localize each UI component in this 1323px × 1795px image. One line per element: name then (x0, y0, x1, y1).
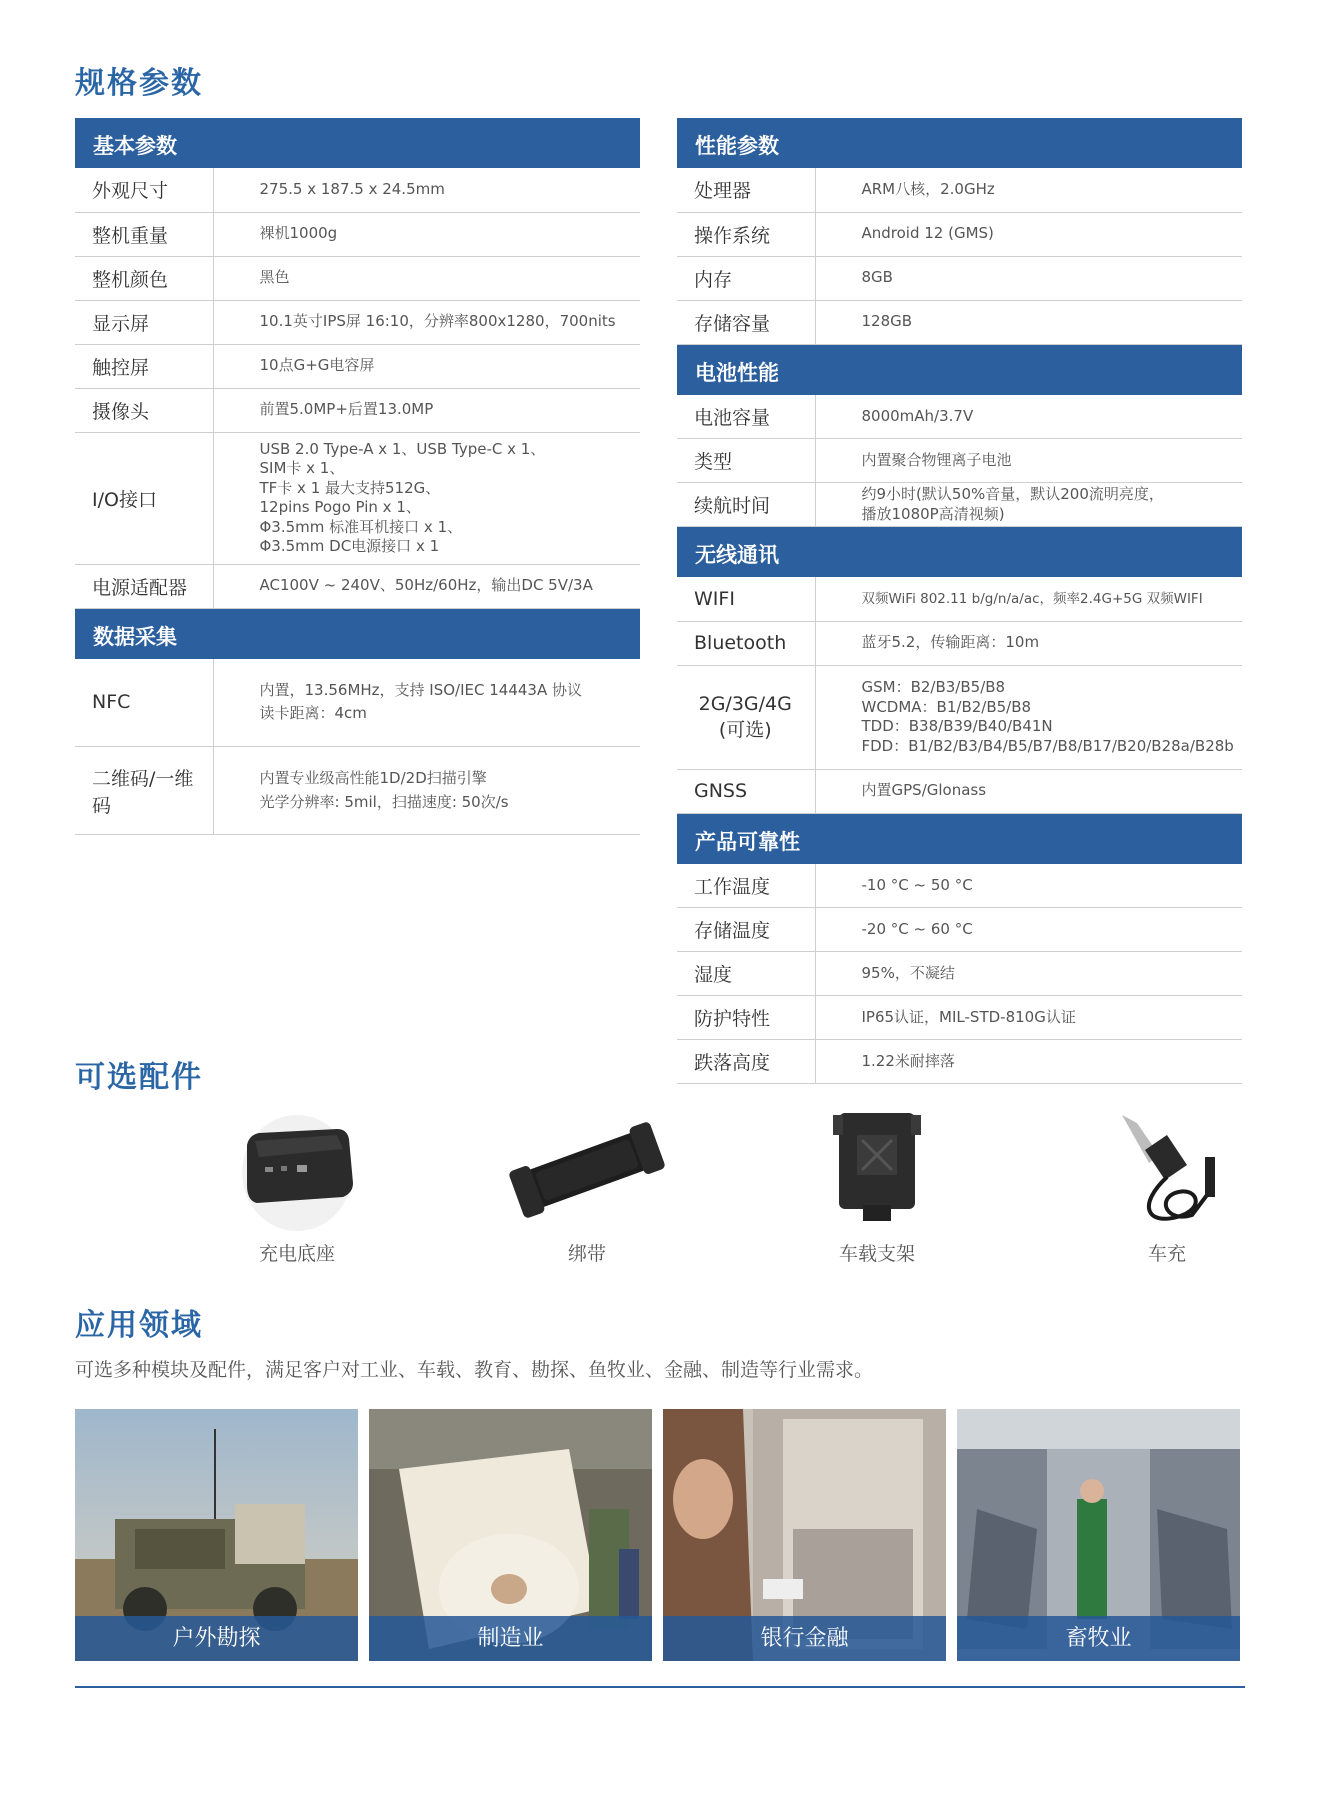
accessory-vehicle-mount (777, 1105, 977, 1266)
app-card-livestock (957, 1409, 1240, 1661)
spec-row (677, 1040, 1242, 1084)
spec-value (815, 665, 1242, 769)
accessory-strap (487, 1105, 687, 1266)
spec-value-line: TDD：B38/B39/B40/B41N (861, 717, 1053, 735)
spec-key: 续航时间 (677, 483, 815, 527)
spec-value-line: 1.22米耐摔落 (861, 1051, 955, 1070)
spec-value-line: 播放1080P高清视频) (861, 504, 1005, 523)
spec-key: NFC (75, 659, 213, 747)
app-label: 制造业 (369, 1616, 652, 1661)
spec-value-line: 内置聚合物锂离子电池 (861, 450, 1012, 469)
spec-value (815, 769, 1242, 813)
spec-value (815, 300, 1242, 344)
spec-key: 存储容量 (677, 300, 815, 344)
spec-value-line: 裸机1000g (259, 224, 338, 243)
spec-key: Bluetooth (677, 621, 815, 665)
spec-value (815, 439, 1242, 483)
spec-row (75, 300, 640, 344)
app-card-outdoor (75, 1409, 358, 1661)
spec-value (815, 996, 1242, 1040)
spec-column-right (677, 118, 1242, 1084)
spec-value-line: 10.1英寸IPS屏 16:10，分辨率800x1280，700nits (259, 312, 616, 331)
spec-key: WIFI (677, 577, 815, 621)
spec-value-line: 双频WiFi 802.11 b/g/n/a/ac，频率2.4G+5G 双频WIFI (861, 590, 1203, 607)
spec-row (677, 621, 1242, 665)
spec-value (815, 621, 1242, 665)
spec-key: 摄像头 (75, 388, 213, 432)
applications-heading: 应用领域 (75, 1308, 203, 1343)
spec-key: 工作温度 (677, 864, 815, 908)
app-label: 畜牧业 (957, 1616, 1240, 1661)
car-charger-image (1067, 1105, 1267, 1235)
performance-header: 性能参数 (677, 118, 1242, 168)
spec-row (677, 256, 1242, 300)
spec-value-line: SIM卡 x 1、 (259, 459, 345, 477)
basic-params-table (75, 168, 640, 609)
spec-value (213, 212, 640, 256)
spec-row (677, 439, 1242, 483)
spec-row (677, 168, 1242, 212)
spec-value-line: 光学分辨率: 5mil，扫描速度: 50次/s (259, 792, 509, 811)
spec-value-line: ARM八核，2.0GHz (861, 180, 995, 198)
spec-value-line: 内置，13.56MHz，支持 ISO/IEC 14443A 协议 (259, 680, 583, 699)
spec-key: 整机重量 (75, 212, 213, 256)
accessory-label: 绑带 (567, 1243, 606, 1265)
spec-value (213, 300, 640, 344)
battery-header: 电池性能 (677, 345, 1242, 395)
spec-value-line: GSM：B2/B3/B5/B8 (861, 678, 1006, 696)
spec-key: GNSS (677, 769, 815, 813)
spec-value-line: Φ3.5mm 标准耳机接口 x 1、 (259, 517, 463, 536)
accessory-label: 车充 (1147, 1243, 1186, 1265)
spec-value-line: USB 2.0 Type-A x 1、USB Type-C x 1、 (259, 439, 546, 458)
spec-value-line: 275.5 x 187.5 x 24.5mm (259, 180, 445, 198)
spec-row (677, 952, 1242, 996)
spec-value-line: TF卡 x 1 最大支持512G、 (259, 478, 441, 497)
spec-value (815, 952, 1242, 996)
spec-value-line: 128GB (861, 312, 913, 331)
accessories-heading: 可选配件 (75, 1060, 203, 1095)
spec-value-line: 95%，不凝结 (861, 963, 955, 982)
spec-value (815, 395, 1242, 439)
spec-row (677, 483, 1242, 527)
spec-row (677, 864, 1242, 908)
spec-value-line: 约9小时(默认50%音量，默认200流明亮度， (861, 485, 1164, 503)
spec-value (815, 577, 1242, 621)
spec-value-line: AC100V ~ 240V、50Hz/60Hz，输出DC 5V/3A (259, 576, 593, 595)
spec-key: 内存 (677, 256, 815, 300)
spec-key: 操作系统 (677, 212, 815, 256)
spec-key: 处理器 (677, 168, 815, 212)
spec-value (815, 212, 1242, 256)
specs-heading: 规格参数 (75, 66, 203, 101)
spec-value-line: Android 12 (GMS) (861, 224, 994, 243)
spec-row (75, 747, 640, 835)
spec-key: 整机颜色 (75, 256, 213, 300)
accessory-charging-dock (197, 1105, 397, 1266)
data-capture-header: 数据采集 (75, 609, 640, 659)
spec-value (213, 168, 640, 212)
wireless-table (677, 577, 1242, 814)
spec-key: 2G/3G/4G (可选) (677, 665, 815, 769)
spec-row (677, 212, 1242, 256)
spec-key: 存储温度 (677, 908, 815, 952)
spec-value-line: 黑色 (259, 268, 290, 287)
spec-value-line: 内置专业级高性能1D/2D扫描引擎 (259, 769, 487, 787)
spec-value-line: 读卡距离：4cm (259, 704, 367, 723)
wireless-header: 无线通讯 (677, 527, 1242, 577)
spec-value-line: Φ3.5mm DC电源接口 x 1 (259, 537, 440, 555)
spec-row (677, 665, 1242, 769)
spec-value (213, 388, 640, 432)
spec-row (75, 212, 640, 256)
spec-key: 电源适配器 (75, 564, 213, 608)
spec-value (815, 168, 1242, 212)
accessory-label: 充电底座 (258, 1243, 335, 1265)
spec-value-line: WCDMA：B1/B2/B5/B8 (861, 697, 1032, 716)
spec-row (677, 769, 1242, 813)
spec-value (815, 483, 1242, 527)
spec-row (75, 256, 640, 300)
spec-value-line: IP65认证，MIL-STD-810G认证 (861, 1007, 1076, 1026)
spec-row (677, 577, 1242, 621)
spec-value (213, 432, 640, 564)
spec-key: 二维码/一维码 (75, 747, 213, 835)
spec-value-line: 前置5.0MP+后置13.0MP (259, 400, 434, 419)
reliability-table (677, 864, 1242, 1085)
battery-table (677, 395, 1242, 528)
spec-row (75, 432, 640, 564)
spec-value (213, 747, 640, 835)
spec-row (75, 168, 640, 212)
spec-value-line: 8GB (861, 268, 893, 287)
performance-table (677, 168, 1242, 345)
spec-value (815, 1040, 1242, 1084)
spec-value (815, 908, 1242, 952)
spec-key: 显示屏 (75, 300, 213, 344)
spec-value (815, 864, 1242, 908)
spec-value-line: -10 °C ~ 50 °C (861, 875, 973, 894)
spec-key: 类型 (677, 439, 815, 483)
spec-row (75, 344, 640, 388)
spec-column-left (75, 118, 640, 835)
spec-row (677, 908, 1242, 952)
spec-value-line: -20 °C ~ 60 °C (861, 919, 973, 938)
app-label: 户外勘探 (75, 1616, 358, 1661)
spec-key: 电池容量 (677, 395, 815, 439)
spec-value-line: FDD：B1/B2/B3/B4/B5/B7/B8/B17/B20/B28a/B28b (861, 736, 1234, 755)
bottom-divider (75, 1686, 1245, 1688)
spec-value (213, 564, 640, 608)
spec-key: 触控屏 (75, 344, 213, 388)
strap-image (487, 1105, 687, 1235)
spec-value (213, 659, 640, 747)
spec-key: 外观尺寸 (75, 168, 213, 212)
spec-value-line: 12pins Pogo Pin x 1、 (259, 498, 421, 516)
spec-key: I/O接口 (75, 432, 213, 564)
spec-row (75, 659, 640, 747)
accessory-car-charger (1067, 1105, 1267, 1266)
spec-row (677, 395, 1242, 439)
accessories-row (75, 1105, 1245, 1265)
spec-value (213, 256, 640, 300)
spec-value-line: 蓝牙5.2，传输距离：10m (861, 633, 1040, 652)
spec-row (75, 388, 640, 432)
charging-dock-image (197, 1105, 397, 1235)
spec-key: 湿度 (677, 952, 815, 996)
spec-row (677, 996, 1242, 1040)
spec-value (815, 256, 1242, 300)
spec-value-line: 内置GPS/Glonass (861, 781, 987, 800)
accessory-label: 车载支架 (838, 1243, 915, 1265)
app-label: 银行金融 (663, 1616, 946, 1661)
reliability-header: 产品可靠性 (677, 814, 1242, 864)
spec-row (75, 564, 640, 608)
spec-value (213, 344, 640, 388)
applications-intro: 可选多种模块及配件，满足客户对工业、车载、教育、勘探、鱼牧业、金融、制造等行业需求。 (75, 1359, 874, 1381)
data-capture-table (75, 659, 640, 836)
spec-value-line: 8000mAh/3.7V (861, 406, 974, 425)
spec-value-line: 10点G+G电容屏 (259, 356, 375, 375)
spec-row (677, 300, 1242, 344)
spec-key: 跌落高度 (677, 1040, 815, 1084)
spec-key: 防护特性 (677, 996, 815, 1040)
app-card-manufacturing (369, 1409, 652, 1661)
app-card-banking (663, 1409, 946, 1661)
vehicle-mount-image (777, 1105, 977, 1235)
basic-params-header: 基本参数 (75, 118, 640, 168)
